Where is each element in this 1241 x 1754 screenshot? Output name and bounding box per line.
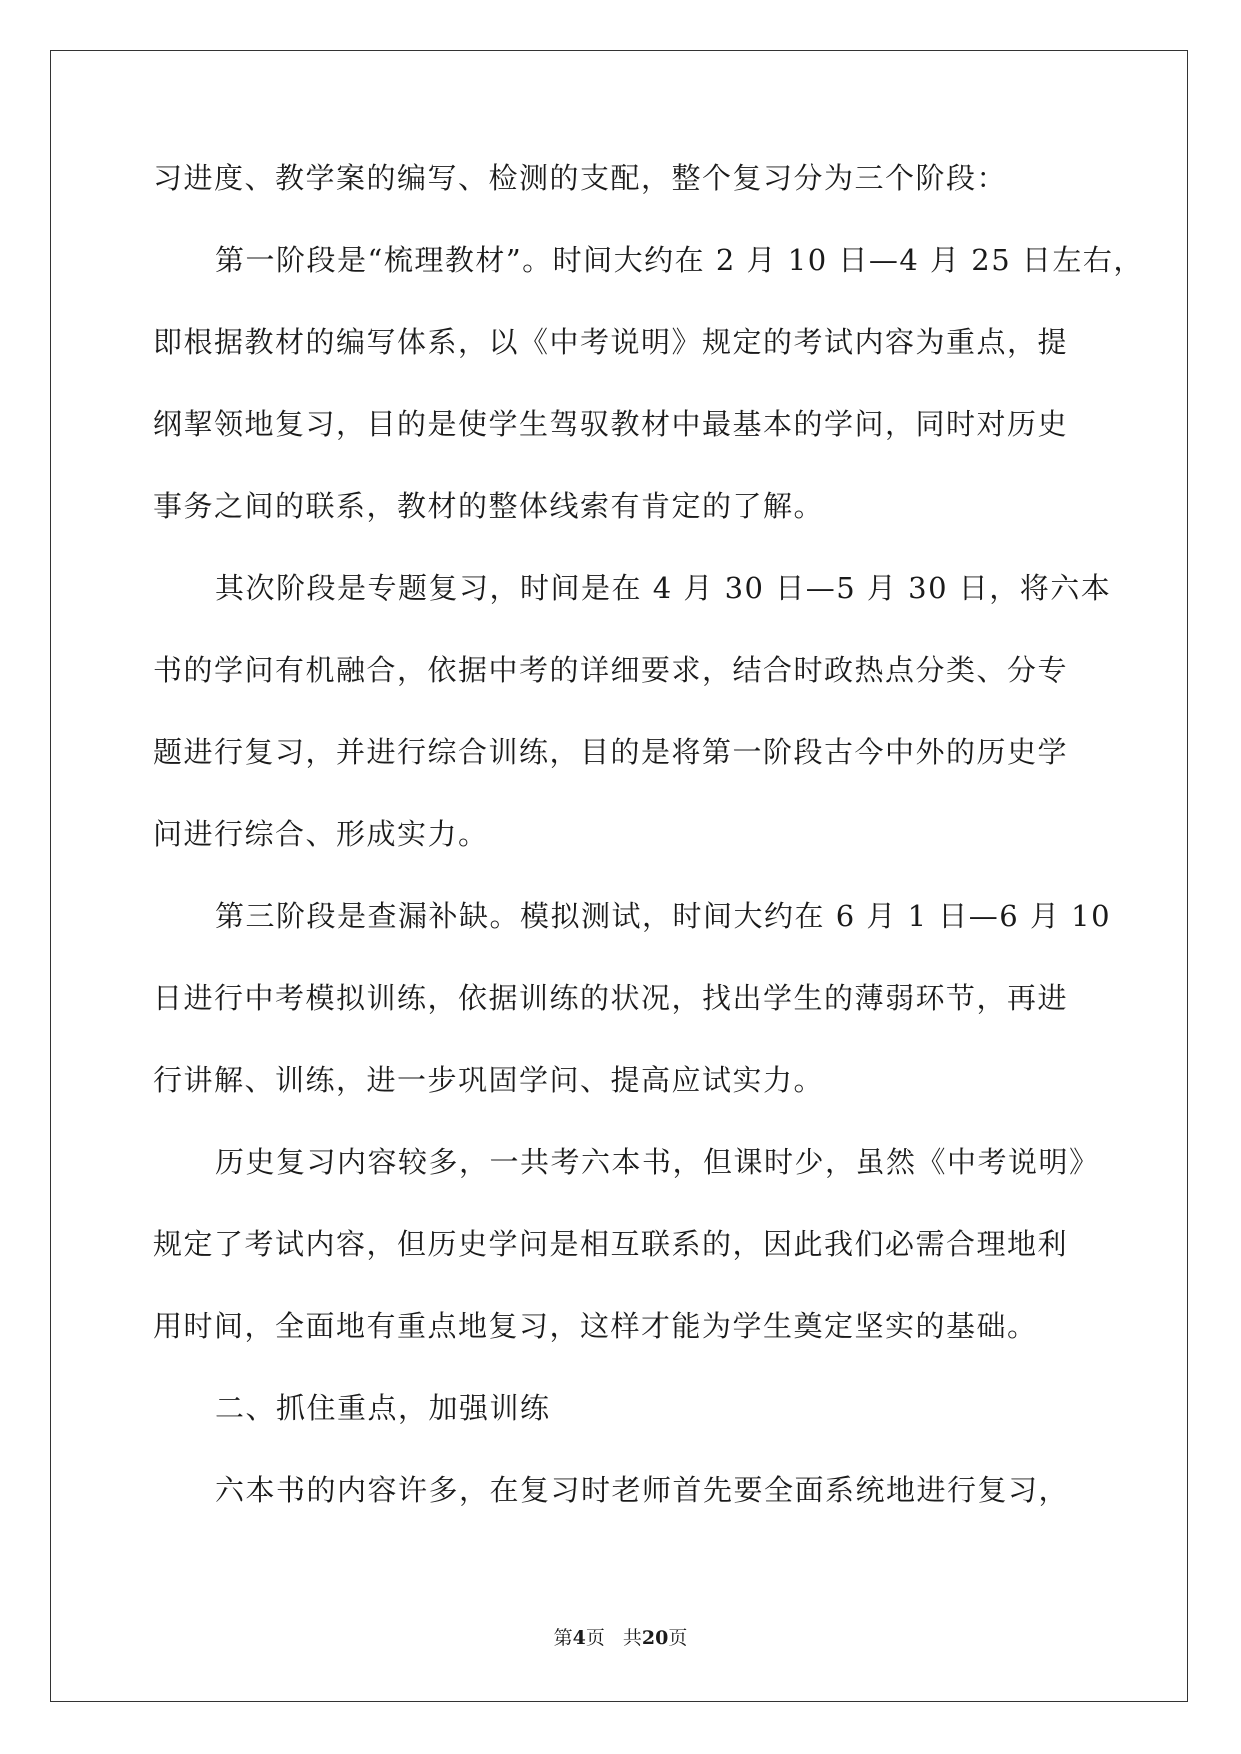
- section-heading: 二、抓住重点，加强训练: [215, 1391, 551, 1425]
- text-line: 习进度、教学案的编写、检测的支配，整个复习分为三个阶段：: [153, 161, 1008, 195]
- current-page-number: 4: [572, 1627, 586, 1649]
- page-border: [50, 50, 1188, 1702]
- text-line: 题进行复习，并进行综合训练，目的是将第一阶段古今中外的历史学: [153, 735, 1069, 769]
- footer-prefix: 第: [553, 1627, 573, 1649]
- footer-total-suffix: 页: [668, 1627, 688, 1649]
- text-line: 事务之间的联系，教材的整体线索有肯定的了解。: [153, 489, 825, 523]
- text-line: 用时间，全面地有重点地复习，这样才能为学生奠定坚实的基础。: [153, 1309, 1038, 1343]
- text-line: 书的学问有机融合，依据中考的详细要求，结合时政热点分类、分专: [153, 653, 1069, 687]
- text-line: 规定了考试内容，但历史学问是相互联系的，因此我们必需合理地利: [153, 1227, 1069, 1261]
- footer-total-prefix: 共: [622, 1627, 642, 1649]
- page-footer: [0, 1626, 1241, 1650]
- text-line: 行讲解、训练，进一步巩固学问、提高应试实力。: [153, 1063, 825, 1097]
- text-line: 六本书的内容许多，在复习时老师首先要全面系统地进行复习，: [215, 1473, 1070, 1507]
- text-line: 纲挈领地复习，目的是使学生驾驭教材中最基本的学问，同时对历史: [153, 407, 1069, 441]
- text-line: 第三阶段是查漏补缺。模拟测试，时间大约在 6 月 1 日—6 月 10: [215, 899, 1112, 933]
- text-line: 历史复习内容较多，一共考六本书，但课时少，虽然《中考说明》: [215, 1145, 1100, 1179]
- text-line: 即根据教材的编写体系，以《中考说明》规定的考试内容为重点，提: [153, 325, 1069, 359]
- text-line: 日进行中考模拟训练，依据训练的状况，找出学生的薄弱环节，再进: [153, 981, 1069, 1015]
- text-line: 问进行综合、形成实力。: [153, 817, 489, 851]
- text-line: 第一阶段是“梳理教材”。时间大约在 2 月 10 日—4 月 25 日左右，: [215, 243, 1144, 277]
- total-pages-number: 20: [641, 1627, 669, 1649]
- text-line: 其次阶段是专题复习，时间是在 4 月 30 日—5 月 30 日，将六本: [215, 571, 1112, 605]
- footer-page-suffix: 页: [585, 1627, 605, 1649]
